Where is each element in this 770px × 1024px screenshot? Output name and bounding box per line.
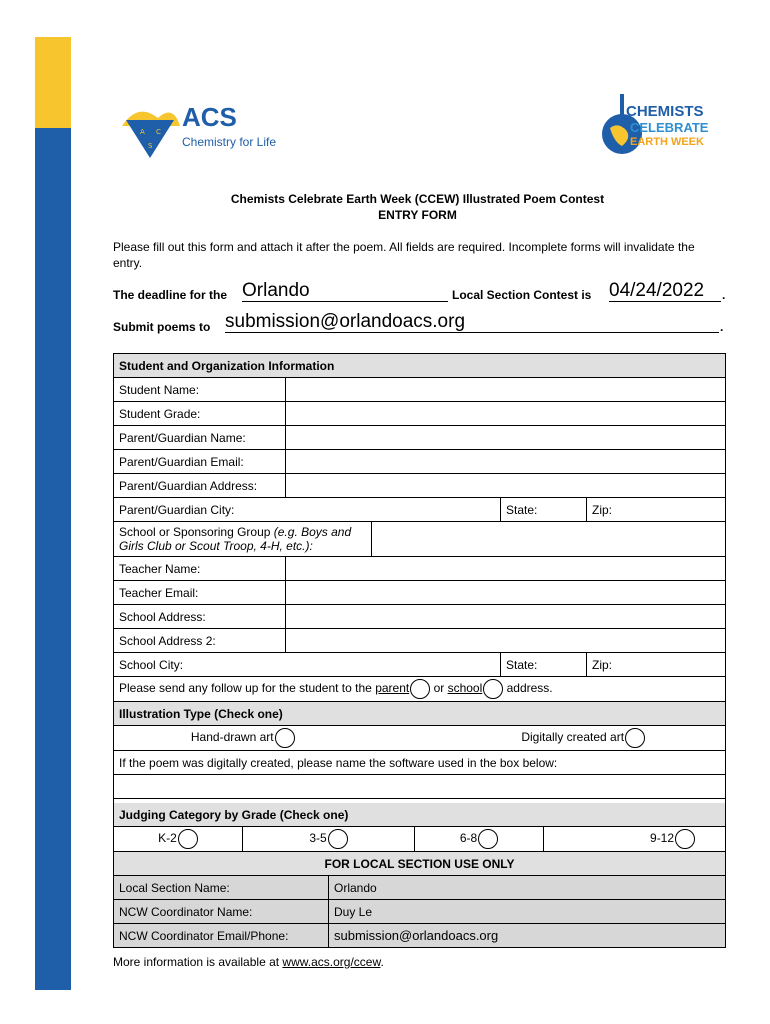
grade-9-12-option[interactable]: [544, 827, 726, 852]
submit-email-field[interactable]: [225, 312, 719, 333]
grade-3-5-radio[interactable]: [328, 829, 348, 849]
student-name-input[interactable]: [286, 378, 726, 402]
school-group-label: [114, 522, 372, 557]
student-grade-input[interactable]: [286, 402, 726, 426]
followup-parent-radio[interactable]: [410, 679, 430, 699]
local-section-name-label: Local Section Name:: [114, 876, 329, 900]
side-bar-blue: [35, 128, 71, 990]
grade-3-5-label: 3-5: [309, 831, 327, 846]
school-state-cell[interactable]: [501, 653, 587, 677]
deadline-date-value: 04/24/2022: [609, 280, 705, 301]
grade-k2-option[interactable]: [114, 827, 243, 852]
grade-k2-label: K-2: [158, 831, 177, 846]
followup-text: Please send any follow up for the student to the: [119, 681, 372, 696]
parent-city-cell[interactable]: [114, 498, 501, 522]
svg-text:C: C: [156, 128, 161, 136]
deadline-period: .: [722, 288, 726, 302]
parent-zip-label: Zip:: [592, 502, 613, 517]
followup-school-radio[interactable]: [483, 679, 503, 699]
ccew-line3: EARTH WEEK: [630, 136, 704, 148]
digital-label: Digitally created art: [521, 730, 625, 745]
illustration-header: Illustration Type (Check one): [114, 702, 726, 726]
teacher-name-label: Teacher Name:: [114, 557, 286, 581]
school-state-label: State:: [506, 657, 538, 672]
school-zip-cell[interactable]: [587, 653, 726, 677]
deadline-date-field[interactable]: [609, 281, 721, 302]
parent-state-label: State:: [506, 502, 538, 517]
parent-zip-cell[interactable]: [587, 498, 726, 522]
svg-text:A: A: [140, 128, 145, 136]
school-address-input[interactable]: [286, 605, 726, 629]
local-use-header: FOR LOCAL SECTION USE ONLY: [114, 852, 726, 876]
grade-6-8-label: 6-8: [459, 831, 478, 846]
school-zip-label: Zip:: [592, 657, 613, 672]
hand-drawn-option[interactable]: [114, 726, 372, 751]
parent-city-label: Parent/Guardian City:: [119, 502, 235, 517]
footer-text: More information is available at: [113, 955, 280, 969]
grade-k2-radio[interactable]: [178, 829, 198, 849]
parent-email-input[interactable]: [286, 450, 726, 474]
acs-logo: [118, 96, 298, 160]
school-group-label-text: School or Sponsoring Group: [119, 525, 274, 539]
parent-name-label: Parent/Guardian Name:: [114, 426, 286, 450]
digital-option[interactable]: [372, 726, 726, 751]
acs-name: ACS: [182, 102, 237, 132]
deadline-label-after: Local Section Contest is: [452, 288, 592, 302]
student-grade-label: Student Grade:: [114, 402, 286, 426]
teacher-email-input[interactable]: [286, 581, 726, 605]
grade-3-5-option[interactable]: [243, 827, 415, 852]
parent-name-input[interactable]: [286, 426, 726, 450]
student-section-header: Student and Organization Information: [114, 354, 726, 378]
teacher-name-input[interactable]: [286, 557, 726, 581]
side-bar-yellow: [35, 37, 71, 128]
deadline-label-before: The deadline for the: [113, 288, 228, 302]
judging-header: Judging Category by Grade (Check one): [114, 803, 726, 827]
submit-period: .: [720, 320, 724, 334]
parent-state-cell[interactable]: [501, 498, 587, 522]
followup-school-label: school: [447, 681, 483, 696]
digital-radio[interactable]: [625, 728, 645, 748]
ccew-logo: [596, 88, 726, 158]
grade-6-8-option[interactable]: [415, 827, 544, 852]
svg-text:S: S: [148, 142, 153, 150]
school-group-input[interactable]: [372, 522, 726, 557]
entry-form-table: [113, 353, 726, 948]
school-city-cell[interactable]: [114, 653, 501, 677]
school-address2-input[interactable]: [286, 629, 726, 653]
acs-tagline: Chemistry for Life: [182, 135, 277, 149]
software-input[interactable]: [114, 775, 726, 799]
followup-or: or: [433, 681, 445, 696]
submit-label: Submit poems to: [113, 320, 211, 334]
grade-9-12-radio[interactable]: [675, 829, 695, 849]
followup-after: address.: [506, 681, 553, 696]
submit-email-value: submission@orlandoacs.org: [225, 311, 466, 332]
form-subtitle: ENTRY FORM: [378, 208, 457, 222]
intro-text: Please fill out this form and attach it after the poem. All fields are required. Incomplete forms will invalidate the entry.: [113, 240, 695, 270]
software-prompt: If the poem was digitally created, please name the software used in the box below:: [114, 751, 726, 775]
footer-info: [113, 955, 384, 969]
footer-period: .: [380, 955, 384, 969]
school-address2-label: School Address 2:: [114, 629, 286, 653]
followup-row: [114, 677, 726, 702]
hand-drawn-radio[interactable]: [275, 728, 295, 748]
ccew-line2: CELEBRATE: [630, 120, 709, 135]
coordinator-email-value: submission@orlandoacs.org: [329, 924, 726, 948]
coordinator-email-label: NCW Coordinator Email/Phone:: [114, 924, 329, 948]
deadline-section-value: Orlando: [242, 280, 310, 301]
teacher-email-label: Teacher Email:: [114, 581, 286, 605]
followup-parent-label: parent: [375, 681, 410, 696]
footer-link[interactable]: www.acs.org/ccew: [282, 955, 381, 969]
parent-address-label: Parent/Guardian Address:: [114, 474, 286, 498]
parent-email-label: Parent/Guardian Email:: [114, 450, 286, 474]
ccew-line1: CHEMISTS: [626, 103, 704, 120]
student-name-label: Student Name:: [114, 378, 286, 402]
coordinator-name-value: Duy Le: [329, 900, 726, 924]
school-group-label-example: (e.g. Boys and Girls Club or Scout Troop, 4-H, etc.):: [119, 525, 352, 553]
school-address-label: School Address:: [114, 605, 286, 629]
grade-6-8-radio[interactable]: [478, 829, 498, 849]
coordinator-name-label: NCW Coordinator Name:: [114, 900, 329, 924]
parent-address-input[interactable]: [286, 474, 726, 498]
hand-drawn-label: Hand-drawn art: [190, 730, 274, 745]
form-title: Chemists Celebrate Earth Week (CCEW) Illustrated Poem Contest: [230, 192, 605, 206]
school-city-label: School City:: [119, 657, 184, 672]
local-section-name-value: Orlando: [329, 876, 726, 900]
grade-9-12-label: 9-12: [650, 831, 675, 846]
deadline-section-field[interactable]: [242, 281, 448, 302]
